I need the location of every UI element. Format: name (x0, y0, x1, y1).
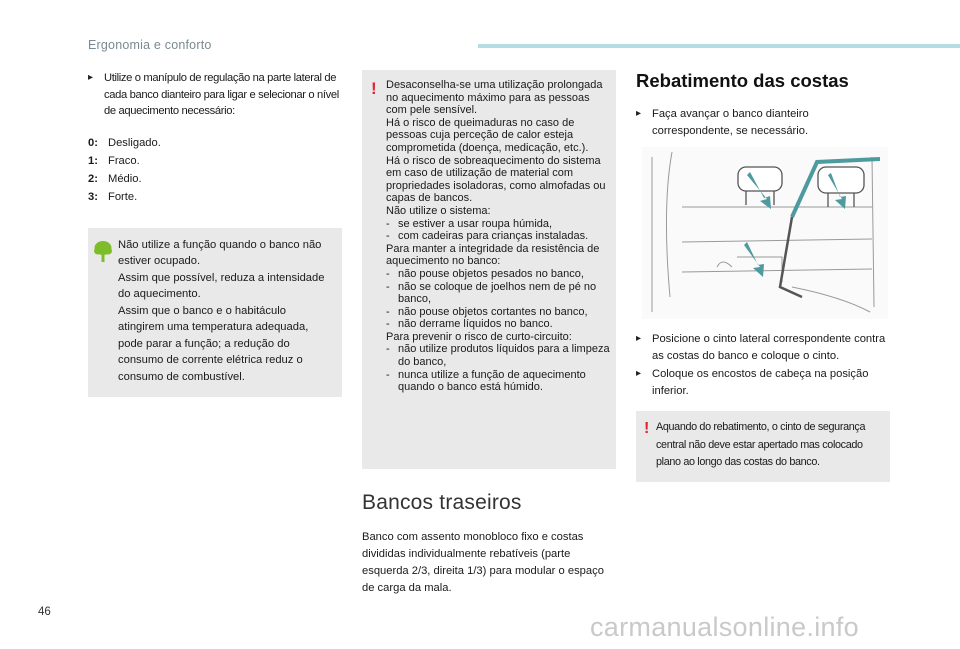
rear-seats-title: Bancos traseiros (362, 491, 522, 514)
warning-paragraph: Desaconselha-se uma utilização prolongada no aquecimento máximo para as pessoas com pele sensível. (386, 79, 603, 117)
seat-illustration-drawing (642, 147, 888, 319)
warning-dash-text: não pouse objetos pesados no banco, (398, 267, 584, 280)
warning-dash-text: não derrame líquidos no banco. (398, 318, 553, 331)
warning-dash-text: não pouse objetos cortantes no banco, (398, 305, 588, 318)
eco-note-box (88, 228, 342, 397)
folding-warning-text: Aquando do rebatimento, o cinto de segurança central não deve estar apertado mas colocado plano ao longo das costas do banco. (656, 421, 866, 468)
dash-mark: - (386, 280, 390, 293)
warning-dash-item (386, 281, 610, 306)
intro-bullet-text: Utilize o manípulo de regulação na parte lateral de cada banco dianteiro para ligar e selecionar o nível de aquecimento necessário: (104, 72, 339, 117)
dash-mark: - (386, 217, 390, 230)
dash-mark: - (386, 368, 390, 381)
warning-dash-item (386, 343, 610, 368)
warning-dash-item (386, 230, 610, 243)
level-item: 2: Médio. (88, 172, 142, 185)
warning-dash-text: nunca utilize a função de aquecimento quando o banco está húmido. (398, 368, 586, 394)
column-3 (636, 70, 890, 482)
eco-note-line: Assim que o banco e o habitáculo atingirem uma temperatura adequada, pode parar a função; a redução do consumo de corrente elétrica reduz o consumo de combustível. (118, 304, 309, 383)
section-header-title: Ergonomia e conforto (88, 38, 212, 52)
warning-paragraph: Para manter a integridade da resistência de aquecimento no banco: (386, 242, 600, 268)
rear-seats-text: Banco com assento monobloco fixo e costas divididas individualmente rebatíveis (parte esquerda 2/3, direita 1/3) para modular o espaço de carga da mala. (362, 531, 604, 594)
column-1 (88, 70, 342, 397)
intro-bullet (88, 70, 342, 120)
heating-levels-list (88, 134, 342, 206)
warning-dash-item (386, 318, 610, 331)
step-bullet: ▸ Posicione o cinto lateral correspondente contra as costas do banco e coloque o cinto. (636, 333, 886, 362)
bullet-arrow-icon: ▸ (636, 333, 642, 344)
warning-exclamation-icon: ! (644, 420, 649, 437)
dash-mark: - (386, 230, 390, 243)
warning-dash-text: não utilize produtos líquidos para a limpeza do banco, (398, 343, 610, 369)
warning-paragraph: Para prevenir o risco de curto-circuito: (386, 330, 572, 343)
watermark: carmanualsonline.info (590, 612, 859, 642)
step-bullet: ▸ Faça avançar o banco dianteiro correspondente, se necessário. (636, 108, 809, 137)
warning-dash-text: se estiver a usar roupa húmida, (398, 217, 553, 230)
heating-warning-box (362, 70, 616, 469)
warning-dash-item (386, 369, 610, 394)
rear-seat-headrest-illustration (642, 147, 888, 319)
eco-note-line: Assim que possível, reduza a intensidade do aquecimento. (118, 271, 325, 300)
warning-paragraph: Não utilize o sistema: (386, 204, 491, 217)
eco-note-line: Não utilize a função quando o banco não estiver ocupado. (118, 238, 322, 267)
dash-mark: - (386, 267, 390, 280)
section-header-bar (478, 44, 960, 48)
bullet-arrow-icon: ▸ (636, 108, 642, 119)
dash-mark: - (386, 343, 390, 356)
warning-dash-item (386, 218, 610, 231)
dash-mark: - (386, 305, 390, 318)
folding-warning-box (636, 411, 890, 482)
warning-dash-text: não se coloque de joelhos nem de pé no banco, (398, 280, 597, 306)
warning-exclamation-icon: ! (371, 79, 377, 98)
warning-dash-item (386, 306, 610, 319)
warning-paragraph: Há o risco de sobreaquecimento do sistema em caso de utilização de material com propriedades isoladoras, como almofadas ou capas de bancos. (386, 154, 606, 205)
warning-dash-item (386, 268, 610, 281)
page-number: 46 (38, 606, 51, 618)
column-2 (362, 70, 616, 597)
level-item: 0: Desligado. (88, 136, 161, 149)
step-bullet: ▸ Coloque os encostos de cabeça na posição inferior. (636, 368, 869, 397)
level-item: 3: Forte. (88, 190, 138, 203)
warning-paragraph: Há o risco de queimaduras no caso de pessoas cuja perceção de calor esteja comprometida (doença, medicação, etc.). (386, 116, 589, 154)
dash-mark: - (386, 318, 390, 331)
warning-dash-text: com cadeiras para crianças instaladas. (398, 230, 589, 243)
bullet-arrow-icon: ▸ (88, 72, 93, 83)
seat-folding-title: Rebatimento das costas (636, 70, 849, 91)
eco-tree-icon (94, 240, 112, 262)
bullet-arrow-icon: ▸ (636, 368, 642, 379)
level-item: 1: Fraco. (88, 154, 140, 167)
